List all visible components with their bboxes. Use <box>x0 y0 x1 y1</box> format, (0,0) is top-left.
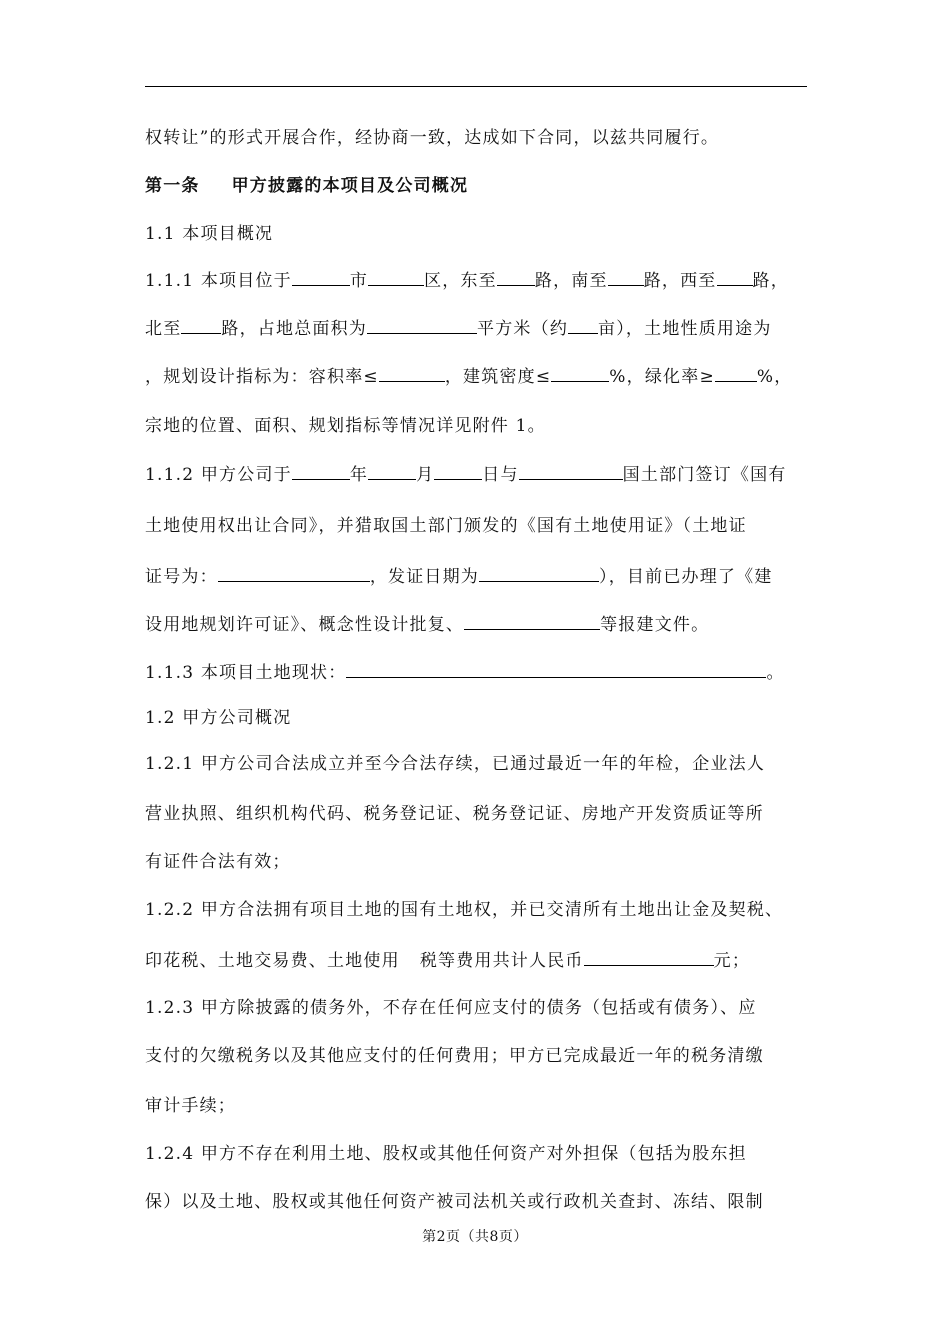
article-heading: 第一条 甲方披露的本项目及公司概况 <box>145 176 469 196</box>
header-rule <box>145 86 807 87</box>
south-road-blank[interactable] <box>608 268 644 286</box>
paragraph-line: 设用地规划许可证》、概念性设计批复、 等报建文件。 <box>145 612 709 637</box>
paragraph-line: 审计手续； <box>145 1096 236 1116</box>
city-blank[interactable] <box>292 268 350 286</box>
paragraph-line: 印花税、土地交易费、土地使用 税等费用共计人民币 元； <box>145 948 750 973</box>
year-blank[interactable] <box>292 462 350 480</box>
section-heading: 1.2 甲方公司概况 <box>145 708 292 728</box>
green-rate-blank[interactable] <box>715 364 757 382</box>
clause-1-1-2: 1.1.2 甲方公司于 年 月 日与 国土部门签订《国有 <box>145 462 786 487</box>
paragraph-line: 土地使用权出让合同》，并猎取国土部门颁发的《国有土地使用证》（土地证 <box>145 516 747 536</box>
district-blank[interactable] <box>368 268 424 286</box>
paragraph-line: 北至 路，占地总面积为 平方米（约 亩），土地性质用途为 <box>145 316 772 341</box>
west-road-blank[interactable] <box>717 268 753 286</box>
east-road-blank[interactable] <box>497 268 535 286</box>
north-road-blank[interactable] <box>181 316 221 334</box>
paragraph-line: 保）以及土地、股权或其他任何资产被司法机关或行政机关查封、冻结、限制 <box>145 1192 764 1212</box>
clause-1-2-3: 1.2.3 甲方除披露的债务外，不存在任何应支付的债务（包括或有债务）、应 <box>145 998 757 1018</box>
section-heading: 1.1 本项目概况 <box>145 224 274 244</box>
certificate-number-blank[interactable] <box>218 564 370 582</box>
clause-1-1-1: 1.1.1 本项目位于 市 区，东至 路，南至 路，西至 路， <box>145 268 789 293</box>
land-bureau-blank[interactable] <box>519 462 623 480</box>
mu-blank[interactable] <box>568 316 598 334</box>
clause-1-2-4: 1.2.4 甲方不存在利用土地、股权或其他任何资产对外担保（包括为股东担 <box>145 1144 747 1164</box>
far-blank[interactable] <box>379 364 445 382</box>
month-blank[interactable] <box>368 462 416 480</box>
issue-date-blank[interactable] <box>479 564 599 582</box>
clause-1-2-1: 1.2.1 甲方公司合法成立并至今合法存续，已通过最近一年的年检，企业法人 <box>145 754 766 774</box>
clause-1-2-2: 1.2.2 甲方合法拥有项目土地的国有土地权，并已交清所有土地出让金及契税、 <box>145 900 784 920</box>
area-blank[interactable] <box>367 316 477 334</box>
paragraph-line: 有证件合法有效； <box>145 852 291 872</box>
paragraph-line: 权转让”的形式开展合作，经协商一致，达成如下合同，以兹共同履行。 <box>145 128 720 148</box>
paragraph-line: ，规划设计指标为：容积率≤ ，建筑密度≤ %，绿化率≥ %， <box>145 364 792 389</box>
density-blank[interactable] <box>551 364 609 382</box>
paragraph-line: 宗地的位置、面积、规划指标等情况详见附件 1。 <box>145 416 546 436</box>
amount-blank[interactable] <box>584 948 714 966</box>
day-blank[interactable] <box>434 462 482 480</box>
documents-blank[interactable] <box>464 612 600 630</box>
paragraph-line: 营业执照、组织机构代码、税务登记证、税务登记证、房地产开发资质证等所 <box>145 804 764 824</box>
land-status-blank[interactable] <box>346 660 766 678</box>
clause-1-1-3: 1.1.3 本项目土地现状： 。 <box>145 660 785 685</box>
page-footer: 第2页（共8页） <box>422 1229 528 1245</box>
paragraph-line: 支付的欠缴税务以及其他应支付的任何费用；甲方已完成最近一年的税务清缴 <box>145 1046 764 1066</box>
paragraph-line: 证号为： ，发证日期为 ），目前已办理了《建 <box>145 564 773 589</box>
